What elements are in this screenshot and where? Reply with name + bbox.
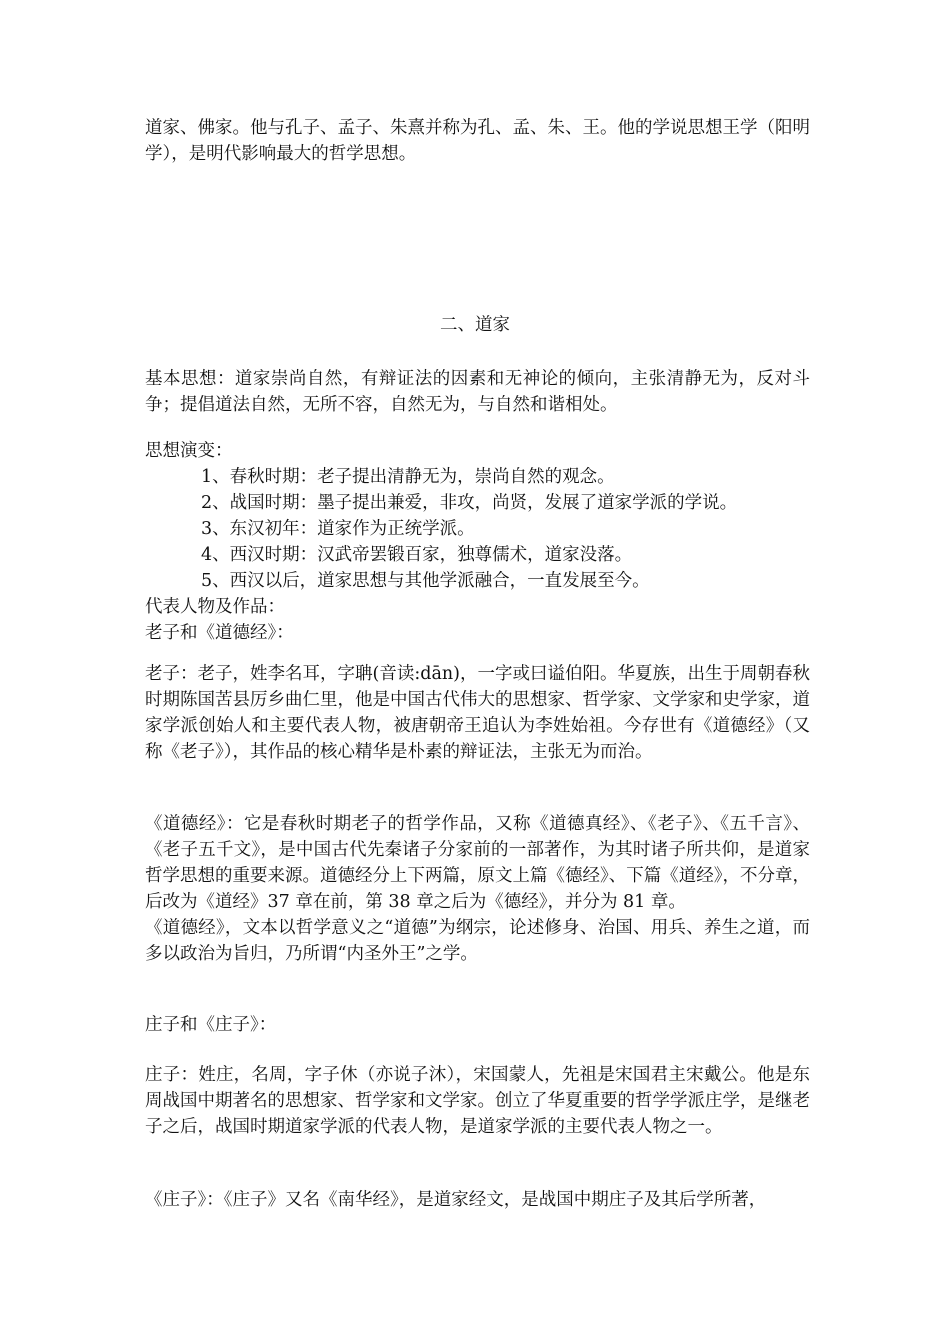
laozi-heading: 老子和《道德经》： xyxy=(145,623,294,643)
intro-paragraph xyxy=(145,115,810,167)
basic-thought-paragraph xyxy=(145,366,810,418)
laozi-bio-text: 老子：老子，姓李名耳，字聃(音读:dān)，一字或曰谥伯阳。华夏族，出生于周朝春秋时期陈国苦县厉乡曲仁里，他是中国古代伟大的思想家、哲学家、文学家和史学家，道家学派创始人和主要代表人物，被唐朝帝王追认为李姓始祖。今存世有《道德经》（又称《老子》），其作品的核心精华是朴素的辩证法，主张无为而治。 xyxy=(145,664,810,762)
zhuangzi-heading: 庄子和《庄子》： xyxy=(145,1015,277,1035)
daodejing-paragraph xyxy=(145,811,810,967)
evolution-label: 思想演变： xyxy=(145,441,233,461)
evolution-item: 4、西汉时期：汉武帝罢锻百家，独尊儒术，道家没落。 xyxy=(201,545,633,565)
daodejing-text-1: 《道德经》：它是春秋时期老子的哲学作品，又称《道德真经》、《老子》、《五千言》、《老子五千文》，是中国古代先秦诸子分家前的一部著作，为其时诸子所共仰，是道家哲学思想的重要来源。道德经分上下两篇，原文上篇《德经》、下篇《道经》，不分章，后改为《道经》37 章在前，第 38 章之后为《德经》，并分为 81 章。 xyxy=(145,814,810,912)
section-heading: 二、道家 xyxy=(440,315,510,335)
intro-text: 道家、佛家。他与孔子、孟子、朱熹并称为孔、孟、朱、王。他的学说思想王学（阳明学），是明代影响最大的哲学思想。 xyxy=(145,118,810,164)
basic-thought-text: 基本思想：道家崇尚自然，有辩证法的因素和无神论的倾向，主张清静无为，反对斗争；提倡道法自然，无所不容，自然无为，与自然和谐相处。 xyxy=(145,369,810,415)
evolution-item: 5、西汉以后，道家思想与其他学派融合，一直发展至今。 xyxy=(201,571,650,591)
representatives-label: 代表人物及作品： xyxy=(145,597,285,617)
zhuangzi-book-text: 《庄子》：《庄子》又名《南华经》，是道家经文，是战国中期庄子及其后学所著， xyxy=(145,1190,767,1210)
daodejing-text-2: 《道德经》，文本以哲学意义之“道德”为纲宗，论述修身、治国、用兵、养生之道，而多以政治为旨归，乃所谓“内圣外王”之学。 xyxy=(145,918,810,964)
zhuangzi-book-paragraph xyxy=(145,1187,810,1213)
laozi-bio-paragraph xyxy=(145,661,810,765)
evolution-block xyxy=(145,438,810,646)
evolution-item: 1、春秋时期：老子提出清静无为，崇尚自然的观念。 xyxy=(201,467,615,487)
zhuangzi-bio-paragraph xyxy=(145,1062,810,1140)
zhuangzi-bio-text: 庄子：姓庄，名周，字子休（亦说子沐），宋国蒙人，先祖是宋国君主宋戴公。他是东周战国中期著名的思想家、哲学家和文学家。创立了华夏重要的哲学学派庄学，是继老子之后，战国时期道家学派的代表人物，是道家学派的主要代表人物之一。 xyxy=(145,1065,810,1137)
evolution-item: 3、东汉初年：道家作为正统学派。 xyxy=(201,519,475,539)
zhuangzi-heading-block xyxy=(145,1012,810,1038)
evolution-item: 2、战国时期：墨子提出兼爱，非攻，尚贤，发展了道家学派的学说。 xyxy=(201,493,738,513)
